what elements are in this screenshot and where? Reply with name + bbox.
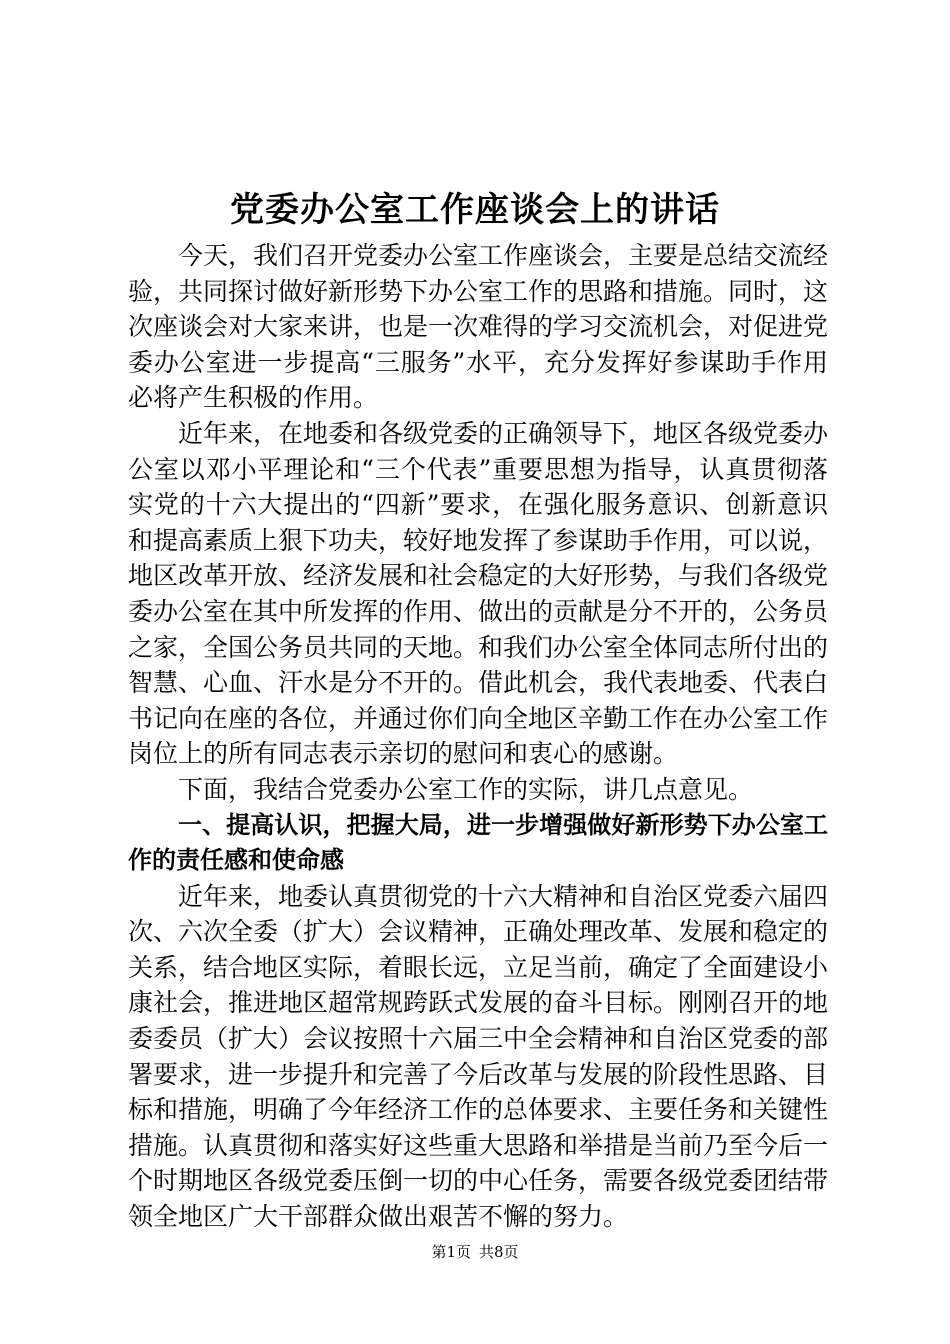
paragraph-opening: 今天，我们召开党委办公室工作座谈会，主要是总结交流经验，共同探讨做好新形势下办公室工作的思路和措施。同时，这次座谈会对大家来讲，也是一次难得的学习交流机会，对促进党委办公室进一步提高“三服务”水平，充分发挥好参谋助手作用必将产生积极的作用。 <box>128 241 829 413</box>
document-body <box>128 238 828 1235</box>
page-number-current: 第1页 <box>431 1243 471 1261</box>
section-paragraph: 近年来，地委认真贯彻党的十六大精神和自治区党委六届四次、六次全委（扩大）会议精神，正确处理改革、发展和稳定的关系，结合地区实际，着眼长远，立足当前，确定了全面建设小康社会，推进地区超常规跨跃式发展的奋斗目标。刚刚召开的地委委员（扩大）会议按照十六届三中全会精神和自治区党委的部署要求，进一步提升和完善了今后改革与发展的阶段性思路、目标和措施，明确了今年经济工作的总体要求、主要任务和关键性措施。认真贯彻和落实好这些重大思路和举措是当前乃至今后一个时期地区各级党委压倒一切的中心任务，需要各级党委团结带领全地区广大干部群众做出艰苦不懈的努力。 <box>128 881 829 1232</box>
page-footer <box>0 1242 950 1262</box>
section-heading: 一、提高认识，把握大局，进一步增强做好新形势下办公室工作的责任感和使命感 <box>128 810 828 875</box>
document-title: 党委办公室工作座谈会上的讲话 <box>230 190 720 230</box>
paragraph-achievements: 近年来，在地委和各级党委的正确领导下，地区各级党委办公室以邓小平理论和“三个代表”重要思想为指导，认真贯彻落实党的十六大提出的“四新”要求，在强化服务意识、创新意识和提高素质上狠下功夫，较好地发挥了参谋助手作用，可以说，地区改革开放、经济发展和社会稳定的大好形势，与我们各级党委办公室在其中所发挥的作用、做出的贡献是分不开的，公务员之家，全国公务员共同的天地。和我们办公室全体同志所付出的智慧、心血、汗水是分不开的。借此机会，我代表地委、代表白书记向在座的各位，并通过你们向全地区辛勤工作在办公室工作岗位上的所有同志表示亲切的慰问和衷心的感谢。 <box>128 418 829 769</box>
paragraph-transition: 下面，我结合党委办公室工作的实际，讲几点意见。 <box>178 774 754 804</box>
page-number-total: 共8页 <box>479 1243 519 1261</box>
